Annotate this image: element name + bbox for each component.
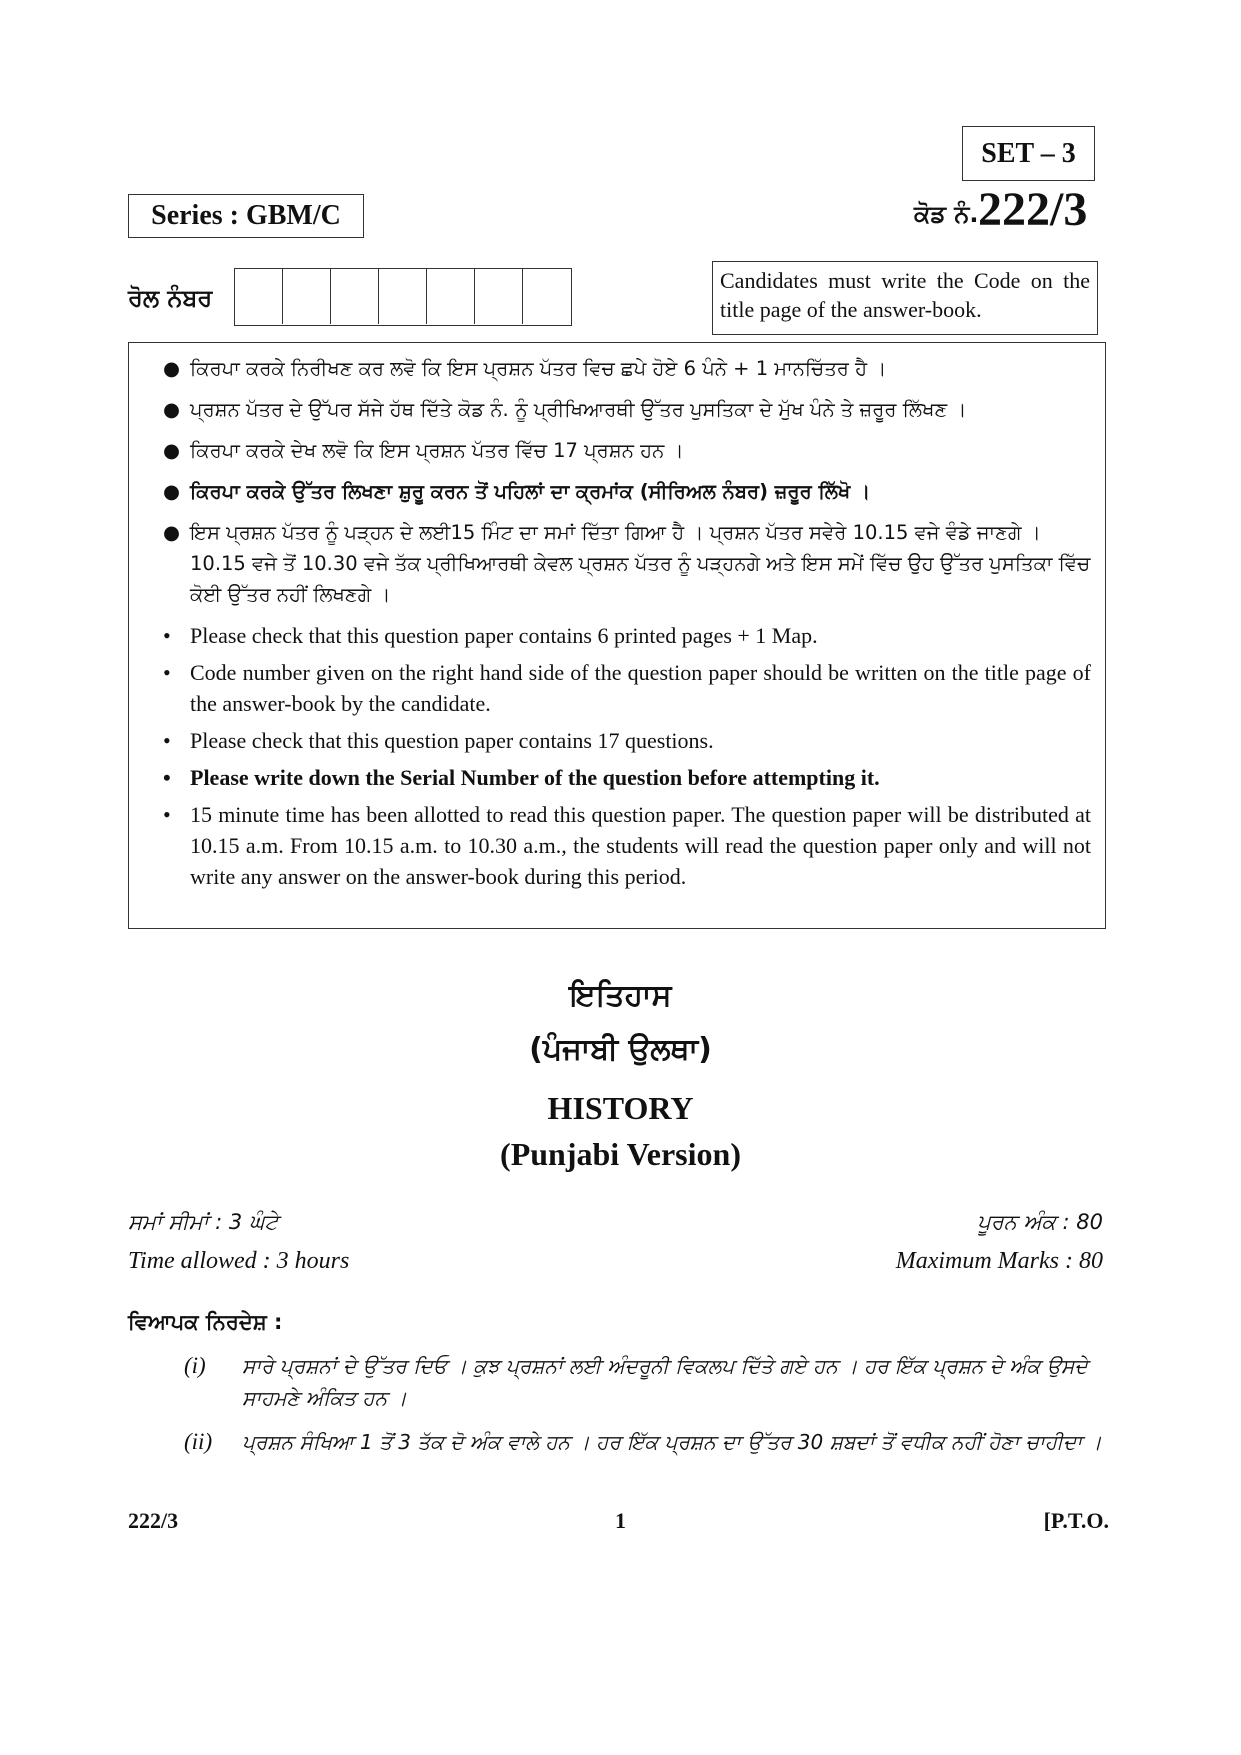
version-title-punjabi: (ਪੰਜਾਬੀ ਉਲਥਾ) [529, 1032, 712, 1067]
bullet-icon: ● [163, 480, 181, 503]
item-text: ਪ੍ਰਸ਼ਨ ਸੰਖਿਆ 1 ਤੋਂ 3 ਤੱਕ ਦੋ ਅੰਕ ਵਾਲੇ ਹਨ । ਹਰ ਇੱਕ ਪ੍ਰਸ਼ਨ ਦਾ ਉੱਤਰ 30 ਸ਼ਬਦਾਂ ਤੋਂ ਵਧੀਕ ਨਹੀਂ ਹੋਣਾ ਚਾਹੀਦਾ । [242, 1430, 1102, 1454]
instruction-item [143, 620, 1091, 651]
roll-number-boxes [234, 268, 572, 326]
instructions-list [143, 353, 1091, 892]
roll-cell [379, 269, 427, 324]
bullet-icon: • [163, 728, 171, 753]
instructions-box [128, 342, 1106, 929]
roll-cell [427, 269, 475, 324]
instruction-item [143, 725, 1091, 756]
set-badge: SET – 3 [962, 126, 1095, 181]
instruction-text: Code number given on the right hand side of the question paper should be written on the title page of the answer-book by the candidate. [190, 660, 1091, 716]
roll-cell [283, 269, 331, 324]
subject-title-punjabi: ਇਤਿਹਾਸ [569, 978, 672, 1013]
instruction-item [143, 799, 1091, 892]
general-instruction-item [128, 1350, 1118, 1414]
code-label: ਕੋਡ ਨੰ. [914, 200, 979, 228]
bullet-icon: ● [163, 521, 181, 544]
page-number: 1 [615, 1508, 626, 1533]
instruction-text: Please write down the Serial Number of the question before attempting it. [190, 765, 880, 790]
general-instructions-heading: ਵਿਆਪਕ ਨਿਰਦੇਸ਼ : [128, 1310, 283, 1334]
instruction-item [143, 657, 1091, 719]
instruction-item [143, 435, 1091, 466]
instruction-text: 15 minute time has been allotted to read this question paper. The question paper will be distributed at 10.15 a.m. From 10.15 a.m. to 10.30 a.m., the students will read the question paper only and will not write any answer on the answer-book during this period. [190, 802, 1091, 889]
instruction-text: ਪ੍ਰਸ਼ਨ ਪੱਤਰ ਦੇ ਉੱਪਰ ਸੱਜੇ ਹੱਥ ਦਿੱਤੇ ਕੋਡ ਨੰ. ਨੂੰ ਪ੍ਰੀਖਿਆਰਥੀ ਉੱਤਰ ਪੁਸਤਿਕਾ ਦੇ ਮੁੱਖ ਪੰਨੇ ਤੇ ਜ਼ਰੂਰ ਲਿੱਖਣ । [190, 398, 967, 421]
max-marks: Maximum Marks : 80 [895, 1248, 1103, 1274]
instruction-text: Please check that this question paper contains 6 printed pages + 1 Map. [190, 623, 818, 648]
item-number: (ii) [184, 1429, 213, 1454]
instruction-item [143, 762, 1091, 793]
instruction-item [143, 476, 1091, 507]
instruction-text: ਕਿਰਪਾ ਕਰਕੇ ਨਿਰੀਖਣ ਕਰ ਲਵੋ ਕਿ ਇਸ ਪ੍ਰਸ਼ਨ ਪੱਤਰ ਵਿਚ ਛਪੇ ਹੋਏ 6 ਪੰਨੇ + 1 ਮਾਨਚਿੱਤਰ ਹੈ । [190, 357, 887, 380]
instruction-text: ਕਿਰਪਾ ਕਰਕੇ ਉੱਤਰ ਲਿਖਣਾ ਸ਼ੁਰੂ ਕਰਨ ਤੋਂ ਪਹਿਲਾਂ ਦਾ ਕ੍ਰਮਾਂਕ (ਸੀਰਿਅਲ ਨੰਬਰ) ਜ਼ਰੂਰ ਲਿੱਖੋ । [190, 480, 871, 503]
bullet-icon: ● [163, 439, 181, 462]
roll-cell [331, 269, 379, 324]
item-number: (i) [184, 1353, 206, 1378]
roll-cell [523, 269, 571, 324]
bullet-icon: • [163, 660, 171, 685]
instruction-text: ਕਿਰਪਾ ਕਰਕੇ ਦੇਖ ਲਵੋ ਕਿ ਇਸ ਪ੍ਰਸ਼ਨ ਪੱਤਰ ਵਿੱਚ 17 ਪ੍ਰਸ਼ਨ ਹਨ । [190, 439, 684, 462]
instruction-item [143, 353, 1091, 384]
bullet-icon: ● [163, 357, 181, 380]
footer-code: 222/3 [128, 1508, 179, 1533]
instruction-text: ਇਸ ਪ੍ਰਸ਼ਨ ਪੱਤਰ ਨੂੰ ਪੜ੍ਹਨ ਦੇ ਲਈ15 ਮਿੰਟ ਦਾ ਸਮਾਂ ਦਿੱਤਾ ਗਿਆ ਹੈ । ਪ੍ਰਸ਼ਨ ਪੱਤਰ ਸਵੇਰੇ 10.15 ਵਜੇ ਵੰਡੇ ਜਾਣਗੇ । 10.15 ਵਜੇ ਤੋਂ 10.30 ਵਜੇ ਤੱਕ ਪ੍ਰੀਖਿਆਰਥੀ ਕੇਵਲ ਪ੍ਰਸ਼ਨ ਪੱਤਰ ਨੂੰ ਪੜ੍ਹਨਗੇ ਅਤੇ ਇਸ ਸਮੇਂ ਵਿੱਚ ਉਹ ਉੱਤਰ ਪੁਸਤਿਕਾ ਵਿੱਚ ਕੋਈ ਉੱਤਰ ਨਹੀਂ ਲਿਖਣਗੇ । [190, 521, 1091, 606]
time-allowed: Time allowed : 3 hours [128, 1248, 350, 1274]
general-instruction-item [128, 1426, 1118, 1458]
roll-number-label: ਰੋਲ ਨੰਬਰ [128, 284, 213, 312]
candidate-note: Candidates must write the Code on the title page of the answer-book. [712, 261, 1098, 335]
pto-label: [P.T.O. [1043, 1508, 1109, 1533]
bullet-icon: • [163, 623, 171, 648]
roll-cell [235, 269, 283, 324]
instruction-text: Please check that this question paper contains 17 questions. [190, 728, 714, 753]
item-text: ਸਾਰੇ ਪ੍ਰਸ਼ਨਾਂ ਦੇ ਉੱਤਰ ਦਿਓ । ਕੁਝ ਪ੍ਰਸ਼ਨਾਂ ਲਈ ਅੰਦਰੂਨੀ ਵਿਕਲਪ ਦਿੱਤੇ ਗਏ ਹਨ । ਹਰ ਇੱਕ ਪ੍ਰਸ਼ਨ ਦੇ ਅੰਕ ਉਸਦੇ ਸਾਹਮਣੇ ਅੰਕਿਤ ਹਨ । [242, 1354, 1088, 1410]
bullet-icon: • [163, 765, 171, 790]
subject-title: HISTORY [547, 1090, 694, 1126]
general-instructions-list [128, 1350, 1118, 1470]
instruction-item [143, 394, 1091, 425]
instruction-item [143, 517, 1091, 610]
bullet-icon: • [163, 802, 171, 827]
bullet-icon: ● [163, 398, 181, 421]
max-marks-punjabi: ਪੂਰਨ ਅੰਕ : 80 [977, 1210, 1103, 1234]
time-allowed-punjabi: ਸਮਾਂ ਸੀਮਾਂ : 3 ਘੰਟੇ [128, 1210, 279, 1234]
code-number: 222/3 [978, 183, 1088, 236]
series-badge: Series : GBM/C [128, 194, 364, 238]
version-title: (Punjabi Version) [500, 1136, 741, 1172]
roll-cell [475, 269, 523, 324]
